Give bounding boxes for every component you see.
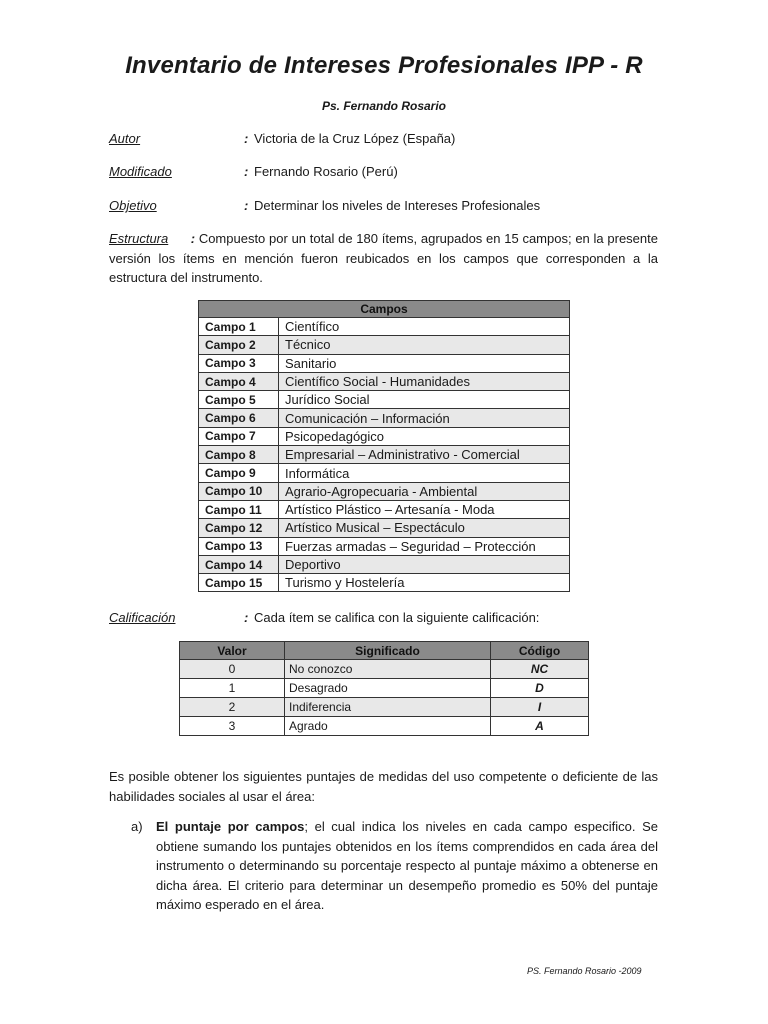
table-row bbox=[180, 679, 589, 698]
field-autor-value: Victoria de la Cruz López (España) bbox=[254, 131, 456, 146]
estructura-text: Compuesto por un total de 180 ítems, agrupados en 15 campos; en la presente versión los ítems en mención fueron reubicados en los campos que corresponden a la estructura del instrumento. bbox=[109, 231, 658, 285]
field-modificado-colon: : bbox=[244, 164, 249, 179]
calif-valor: 3 bbox=[180, 717, 285, 736]
table-row bbox=[199, 482, 570, 500]
campo-key: Campo 4 bbox=[199, 372, 279, 390]
campo-key: Campo 1 bbox=[199, 318, 279, 336]
campo-key: Campo 9 bbox=[199, 464, 279, 482]
calif-codigo: D bbox=[491, 679, 589, 698]
calif-valor: 1 bbox=[180, 679, 285, 698]
document-byline: Ps. Fernando Rosario bbox=[321, 99, 447, 113]
calif-header-codigo: Código bbox=[491, 642, 589, 660]
campo-key: Campo 3 bbox=[199, 354, 279, 372]
calif-header-valor: Valor bbox=[180, 642, 285, 660]
campo-key: Campo 15 bbox=[199, 574, 279, 592]
field-objetivo-colon: : bbox=[244, 198, 249, 213]
campo-key: Campo 8 bbox=[199, 446, 279, 464]
table-row bbox=[180, 698, 589, 717]
field-modificado-value: Fernando Rosario (Perú) bbox=[254, 164, 398, 179]
campo-key: Campo 13 bbox=[199, 537, 279, 555]
table-row bbox=[199, 427, 570, 445]
calificacion-text: Cada ítem se califica con la siguiente calificación: bbox=[254, 610, 540, 625]
field-objetivo-value: Determinar los niveles de Intereses Profesionales bbox=[254, 198, 541, 213]
list-item-a-marker: a) bbox=[131, 819, 143, 834]
campo-name: Turismo y Hostelería bbox=[279, 574, 570, 592]
campo-name: Científico bbox=[279, 318, 570, 336]
list-item-a-text: ; el cual indica los niveles en cada campo especifico. Se obtiene sumando los puntajes obtenidos en los ítems comprendidos en cada área del instrumento o determinando su porcentaje respecto al puntaje máximo a obtenerse en dicha área. El criterio para determinar un desempeño promedio es 50% del puntaje máximo esperado en el área. bbox=[156, 819, 658, 912]
calif-codigo: NC bbox=[491, 660, 589, 679]
campos-table bbox=[198, 300, 570, 592]
calif-significado: Desagrado bbox=[285, 679, 491, 698]
campo-name: Psicopedagógico bbox=[279, 427, 570, 445]
table-row bbox=[199, 464, 570, 482]
campo-key: Campo 2 bbox=[199, 336, 279, 354]
table-row bbox=[199, 555, 570, 573]
calif-significado: No conozco bbox=[285, 660, 491, 679]
table-row bbox=[199, 500, 570, 518]
campo-name: Sanitario bbox=[279, 354, 570, 372]
calif-codigo: I bbox=[491, 698, 589, 717]
list-item-a-bold: El puntaje por campos bbox=[156, 819, 305, 834]
calif-significado: Indiferencia bbox=[285, 698, 491, 717]
estructura-paragraph bbox=[109, 229, 658, 288]
table-row bbox=[199, 537, 570, 555]
campo-name: Científico Social - Humanidades bbox=[279, 372, 570, 390]
calif-significado: Agrado bbox=[285, 717, 491, 736]
campo-key: Campo 12 bbox=[199, 519, 279, 537]
campo-name: Jurídico Social bbox=[279, 391, 570, 409]
campo-key: Campo 14 bbox=[199, 555, 279, 573]
intro-paragraph: Es posible obtener los siguientes puntajes de medidas del uso competente o deficiente de las habilidades sociales al usar el área: bbox=[109, 769, 658, 804]
table-row bbox=[199, 318, 570, 336]
campo-name: Fuerzas armadas – Seguridad – Protección bbox=[279, 537, 570, 555]
campo-key: Campo 6 bbox=[199, 409, 279, 427]
campo-name: Comunicación – Información bbox=[279, 409, 570, 427]
campo-key: Campo 10 bbox=[199, 482, 279, 500]
table-row bbox=[199, 409, 570, 427]
campo-name: Artístico Musical – Espectáculo bbox=[279, 519, 570, 537]
campos-table-header: Campos bbox=[199, 301, 570, 318]
campo-name: Informática bbox=[279, 464, 570, 482]
table-row bbox=[180, 660, 589, 679]
table-row bbox=[199, 354, 570, 372]
table-row bbox=[199, 446, 570, 464]
campo-key: Campo 11 bbox=[199, 500, 279, 518]
campo-name: Técnico bbox=[279, 336, 570, 354]
calif-valor: 2 bbox=[180, 698, 285, 717]
table-row bbox=[199, 336, 570, 354]
estructura-label: Estructura bbox=[109, 231, 169, 246]
estructura-colon: : bbox=[190, 231, 196, 246]
table-row bbox=[199, 391, 570, 409]
table-row bbox=[199, 519, 570, 537]
campo-name: Empresarial – Administrativo - Comercial bbox=[279, 446, 570, 464]
campo-name: Artístico Plástico – Artesanía - Moda bbox=[279, 500, 570, 518]
table-row bbox=[199, 574, 570, 592]
campo-name: Deportivo bbox=[279, 555, 570, 573]
field-objetivo-label: Objetivo bbox=[109, 198, 157, 213]
calificacion-table bbox=[179, 641, 589, 736]
field-modificado-label: Modificado bbox=[109, 164, 172, 179]
campo-key: Campo 5 bbox=[199, 391, 279, 409]
field-autor-label: Autor bbox=[109, 131, 141, 146]
field-autor-colon: : bbox=[244, 131, 249, 146]
calif-header-significado: Significado bbox=[285, 642, 491, 660]
calificacion-label: Calificación bbox=[109, 610, 176, 625]
calif-valor: 0 bbox=[180, 660, 285, 679]
campo-key: Campo 7 bbox=[199, 427, 279, 445]
table-row bbox=[199, 372, 570, 390]
table-row bbox=[180, 717, 589, 736]
campo-name: Agrario-Agropecuaria - Ambiental bbox=[279, 482, 570, 500]
document-title: Inventario de Intereses Profesionales IPP - R bbox=[125, 52, 643, 79]
list-item-a-body bbox=[156, 817, 658, 915]
calificacion-colon: : bbox=[244, 610, 249, 625]
page-footer: PS. Fernando Rosario -2009 bbox=[527, 966, 642, 976]
calif-codigo: A bbox=[491, 717, 589, 736]
